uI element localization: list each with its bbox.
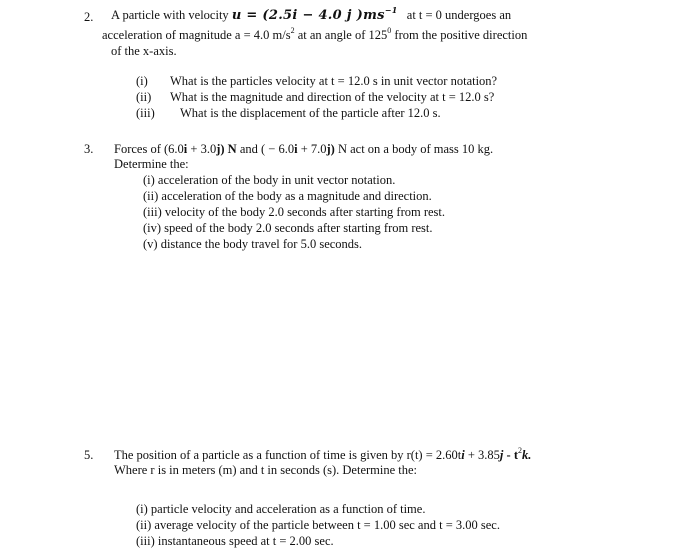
question-3-line-1 <box>114 142 493 157</box>
line-text: + 7.0 <box>297 142 327 156</box>
line-text: N act on a body of mass 10 kg. <box>334 142 494 156</box>
question-number: 2. <box>84 10 94 24</box>
line-text: + 3.85 <box>464 448 500 462</box>
sub-question-label: (iii) <box>136 106 155 120</box>
sub-question-text: What is the particles velocity at t = 12.0 s in unit vector notation? <box>170 74 498 88</box>
unit-vector-j: j <box>499 448 504 462</box>
question-2-line-3: of the x-axis. <box>111 44 177 58</box>
unit-vector-j: j) <box>326 142 335 156</box>
intro-text: A particle with velocity <box>111 8 229 22</box>
velocity-expression: u = (2.5i − 4.0 j )ms <box>231 8 385 23</box>
sub-question: (iv) speed of the body 2.0 seconds after starting from rest. <box>143 221 433 235</box>
unit-vector-j: j) <box>216 142 225 156</box>
velocity-exponent: −1 <box>384 5 398 15</box>
question-2-line-1 <box>111 5 512 23</box>
unit-vector-i: i <box>294 142 298 156</box>
sub-question: (i) particle velocity and acceleration as a function of time. <box>136 502 426 516</box>
sub-question-text: What is the magnitude and direction of the velocity at t = 12.0 s? <box>170 90 495 104</box>
degree-superscript: 0 <box>387 26 392 35</box>
sub-question: (ii) average velocity of the particle between t = 1.00 sec and t = 3.00 sec. <box>136 518 500 532</box>
line-text: acceleration of magnitude a = 4.0 m/s <box>102 28 291 42</box>
line-text: The position of a particle as a function of time is given by r(t) = 2.60t <box>114 448 462 462</box>
question-5-line-1 <box>114 448 531 463</box>
sub-question: (ii) acceleration of the body as a magnitude and direction. <box>143 189 432 203</box>
sub-question <box>136 106 441 121</box>
superscript: 2 <box>517 446 522 455</box>
superscript: 2 <box>290 26 295 35</box>
question-number: 3. <box>84 142 94 156</box>
sub-question <box>136 90 494 105</box>
question-5-line-2: Where r is in meters (m) and t in seconds (s). Determine the: <box>114 463 418 477</box>
sub-question-label: (ii) <box>136 90 152 104</box>
line-text: - t <box>503 448 518 462</box>
line-text: and ( − 6.0 <box>236 142 295 156</box>
line-text: at an angle of 125 <box>297 28 388 42</box>
sub-question: (v) distance the body travel for 5.0 seconds. <box>143 237 363 251</box>
sub-question: (iii) velocity of the body 2.0 seconds after starting from rest. <box>143 205 446 219</box>
unit-vector-i: i <box>461 448 465 462</box>
unit-vector-i: i <box>183 142 188 156</box>
question-3-line-2: Determine the: <box>114 157 189 171</box>
sub-question: (i) acceleration of the body in unit vector notation. <box>143 173 396 187</box>
question-number: 5. <box>84 448 94 462</box>
sub-question: (iii) instantaneous speed at t = 2.00 sec. <box>136 534 334 548</box>
sub-question-label: (i) <box>136 74 148 88</box>
unit-vector-k: k. <box>521 448 532 462</box>
sub-question <box>136 74 497 89</box>
question-2-line-2 <box>102 28 527 43</box>
line-text: from the positive direction <box>394 28 528 42</box>
line-text: + 3.0 <box>187 142 217 156</box>
unit-newton: N <box>224 142 237 156</box>
time-condition: at t = 0 undergoes an <box>406 8 512 22</box>
line-text: Forces of (6.0 <box>114 142 184 156</box>
sub-question-text: What is the displacement of the particle after 12.0 s. <box>180 106 441 120</box>
